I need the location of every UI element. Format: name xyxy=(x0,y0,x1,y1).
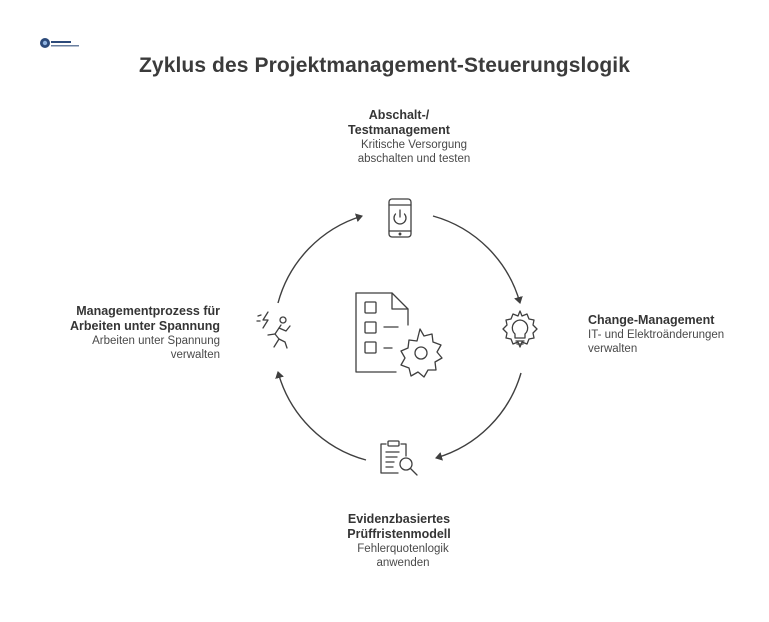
node-description: IT- und Elektroänderungen xyxy=(588,329,725,341)
clipboard-search-icon xyxy=(381,441,417,475)
lightbulb-gear-icon xyxy=(503,311,537,347)
node-heading: Change-Management xyxy=(588,313,715,327)
checklist-gear-icon xyxy=(356,293,442,377)
node-heading: Testmanagement xyxy=(348,123,450,137)
node-heading: Evidenzbasiertes xyxy=(347,512,451,526)
arc-bottom-to-left xyxy=(278,372,366,460)
node-heading: Prüffristenmodell xyxy=(347,527,451,541)
node-description: Fehlerquotenlogik xyxy=(357,543,449,555)
page-title: Zyklus des Projektmanagement-Steuerungslogik xyxy=(138,54,631,77)
node-description: Arbeiten unter Spannung xyxy=(92,335,220,347)
node-shutdown-test-management xyxy=(310,108,488,166)
node-live-working-management-process xyxy=(20,304,220,362)
node-evidence-based-test-interval-model xyxy=(314,512,484,570)
electric-shock-person-icon xyxy=(257,312,290,348)
arc-right-to-bottom xyxy=(436,373,521,458)
node-heading: Arbeiten unter Spannung xyxy=(70,319,220,333)
arc-top-to-right xyxy=(433,216,520,303)
node-description: abschalten und testen xyxy=(357,153,471,165)
node-description: verwalten xyxy=(170,349,220,361)
node-change-management xyxy=(588,313,758,356)
smartphone-power-icon xyxy=(389,199,411,237)
node-description: Kritische Versorgung xyxy=(360,139,468,151)
arc-left-to-top xyxy=(278,216,362,303)
node-description: verwalten xyxy=(588,343,638,355)
node-description: anwenden xyxy=(376,557,430,569)
node-heading: Abschalt-/ xyxy=(368,108,430,122)
node-heading: Managementprozess für xyxy=(76,304,220,318)
